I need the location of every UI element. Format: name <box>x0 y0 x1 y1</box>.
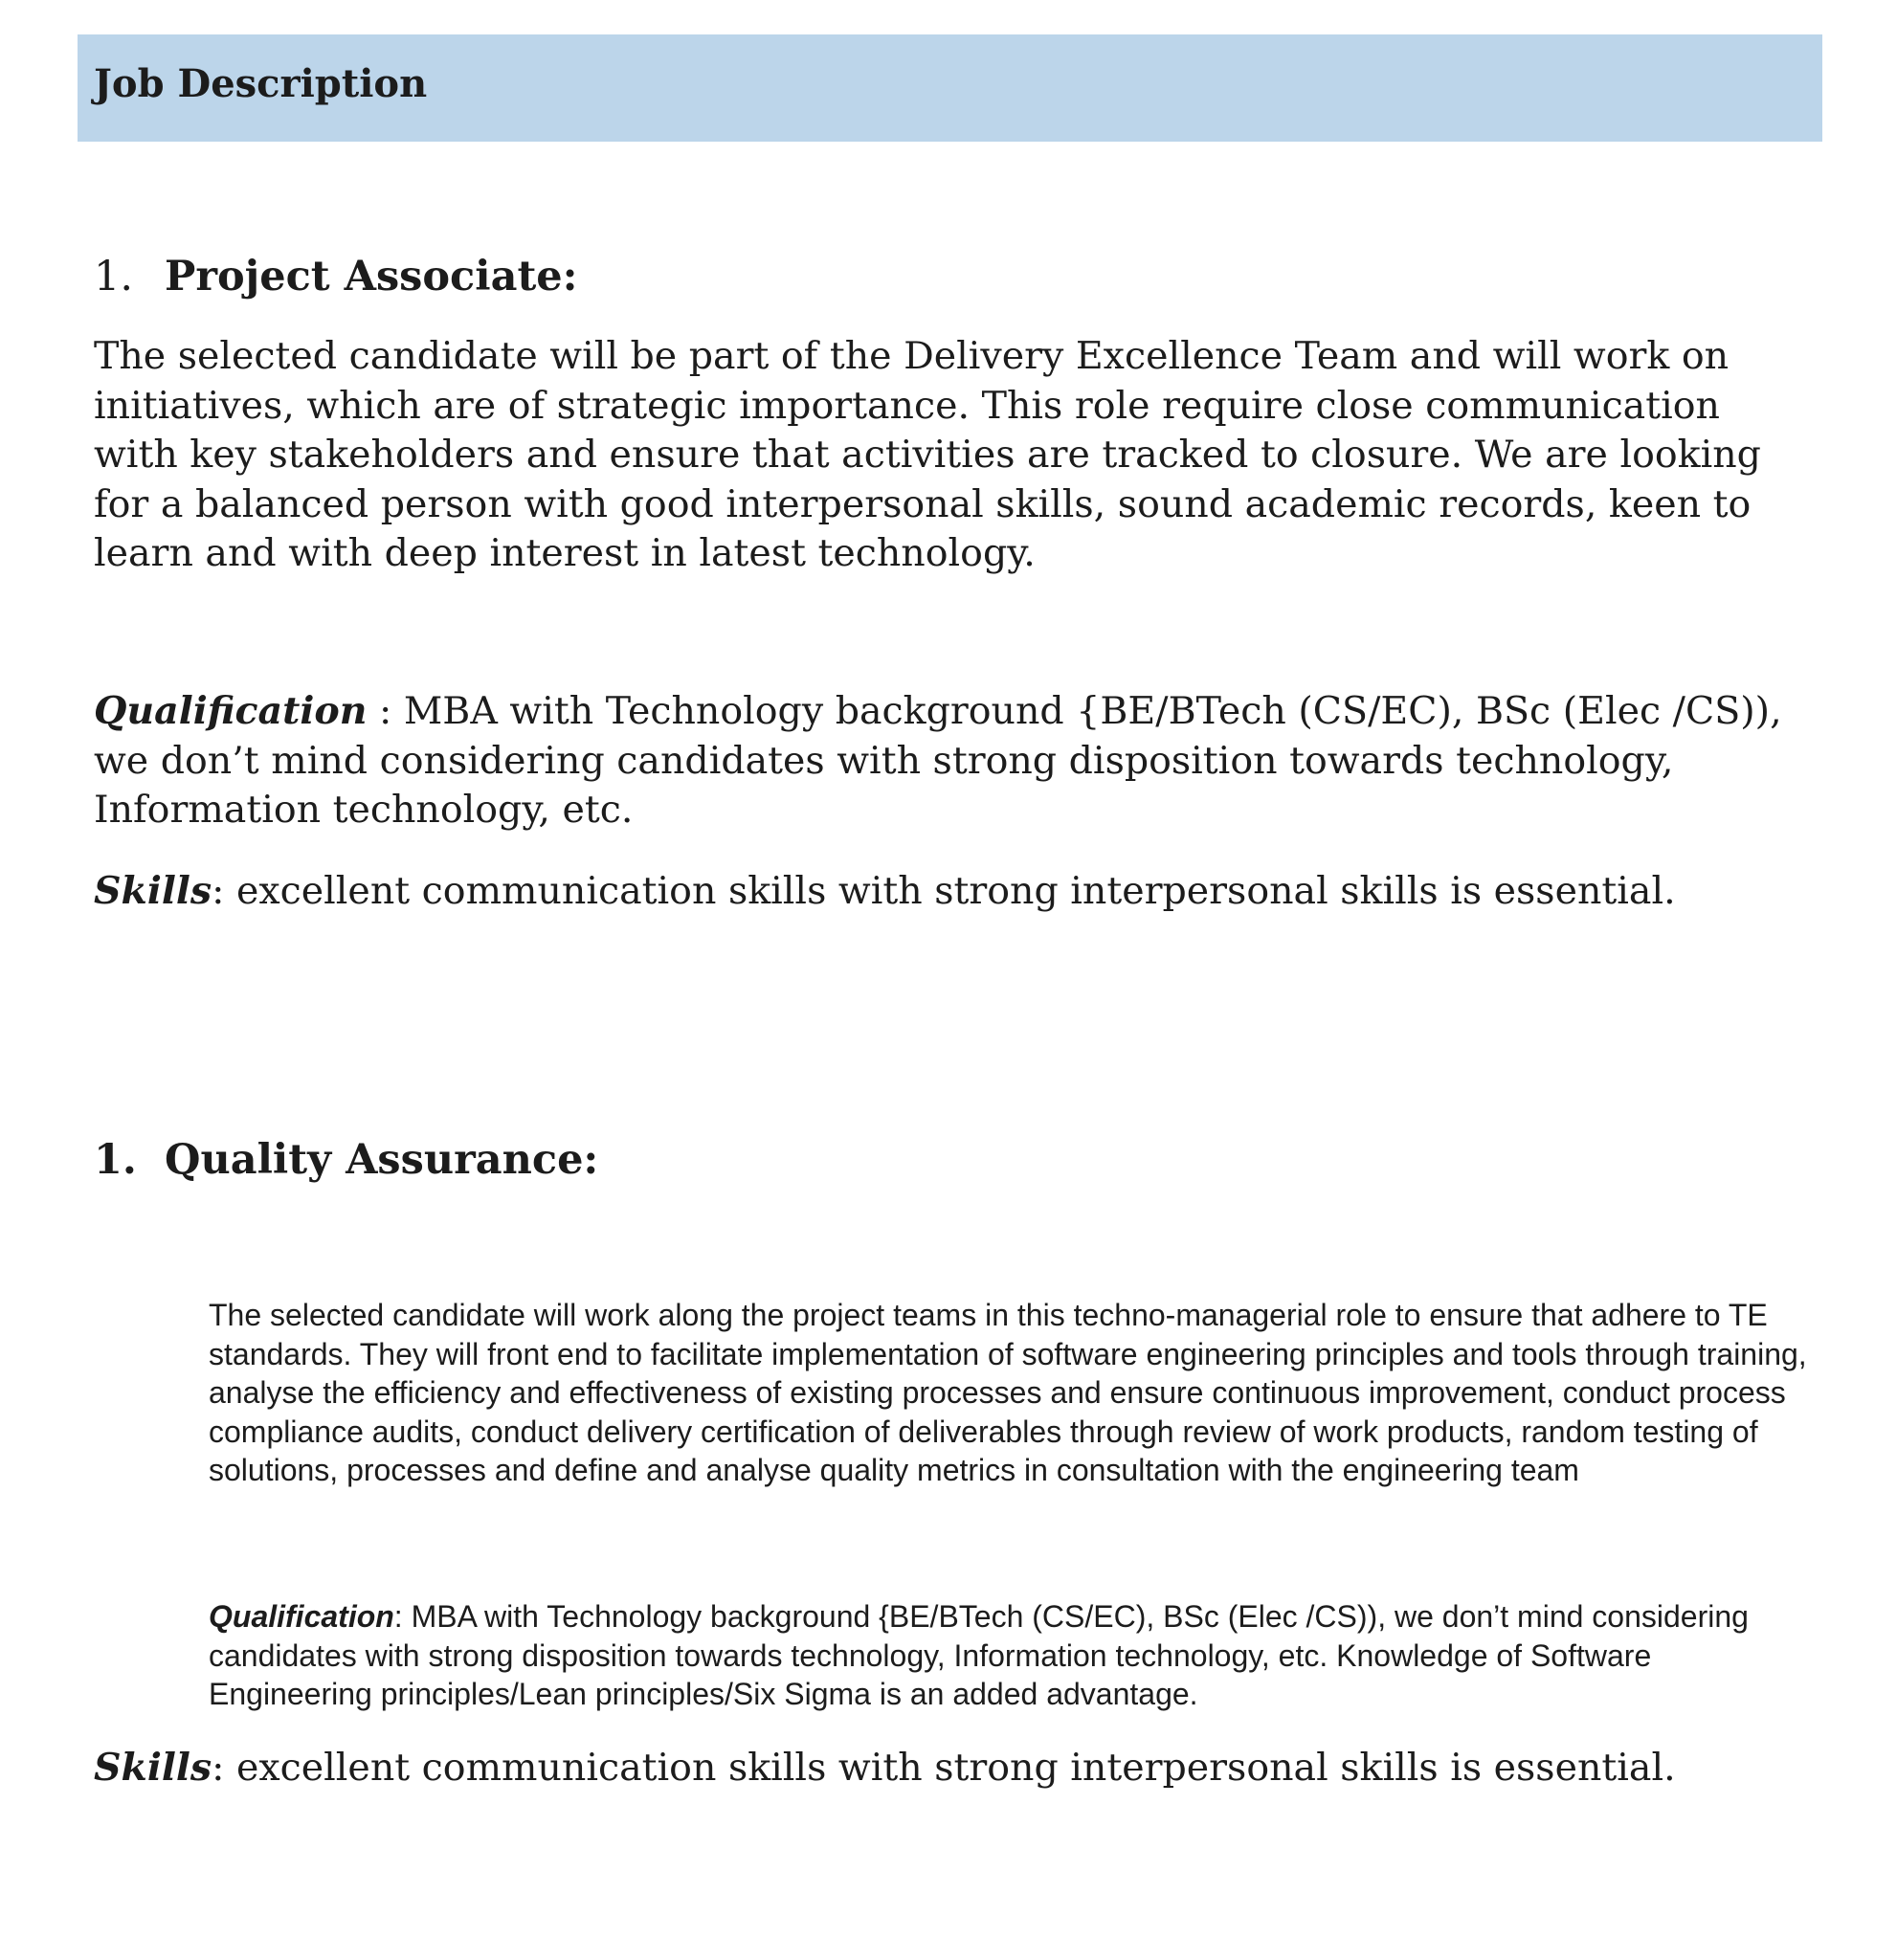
section-heading-quality-assurance <box>94 1136 598 1186</box>
qualification-label: Qualification <box>94 689 368 733</box>
qualification-text: : MBA with Technology background {BE/BTech (CS/EC), BSc (Elec /CS)), we don’t mind considering candidates with strong disposition towards technology, Information technology, etc. <box>94 689 1782 832</box>
section-title: Project Associate: <box>165 253 578 301</box>
section-number: 1. <box>94 253 134 301</box>
project-associate-skills <box>94 867 1807 917</box>
header-banner <box>78 34 1822 142</box>
qualification-text: : MBA with Technology background {BE/BTech (CS/EC), BSc (Elec /CS)), we don’t mind considering candidates with strong disposition towards technology, Information technology, etc. Knowledge of Software Engineering principles/Lean principles/Six Sigma is an added advantage. <box>209 1599 1749 1711</box>
skills-text: : excellent communication skills with strong interpersonal skills is essential. <box>212 869 1676 913</box>
section-number: 1. <box>94 1136 137 1184</box>
qualification-label: Qualification <box>209 1599 394 1634</box>
project-associate-description: The selected candidate will be part of the Delivery Excellence Team and will work on initiatives, which are of strategic importance. This role require close communication with key stakeholders and ensure that activities are tracked to closure. We are looking for a balanced person with good interpersonal skills, sound academic records, keen to learn and with deep interest in latest technology. <box>94 334 1761 575</box>
skills-label: Skills <box>94 1746 212 1790</box>
section-title: Quality Assurance: <box>165 1136 599 1184</box>
section-heading-project-associate <box>94 253 578 302</box>
skills-text: : excellent communication skills with strong interpersonal skills is essential. <box>212 1746 1676 1790</box>
quality-assurance-qualification <box>209 1597 1817 1714</box>
quality-assurance-description: The selected candidate will work along the project teams in this techno-managerial role to ensure that adhere to TE standards. They will front end to facilitate implementation of software engineering principles and tools through training, analyse the efficiency and effectiveness of existing processes and ensure continuous improvement, conduct process compliance audits, conduct delivery certification of deliverables through review of work products, random testing of solutions, processes and define and analyse quality metrics in consultation with the engineering team <box>209 1298 1807 1487</box>
project-associate-qualification <box>94 687 1807 835</box>
page-title: Job Description <box>94 61 428 106</box>
skills-label: Skills <box>94 869 212 913</box>
quality-assurance-skills <box>94 1744 1807 1793</box>
